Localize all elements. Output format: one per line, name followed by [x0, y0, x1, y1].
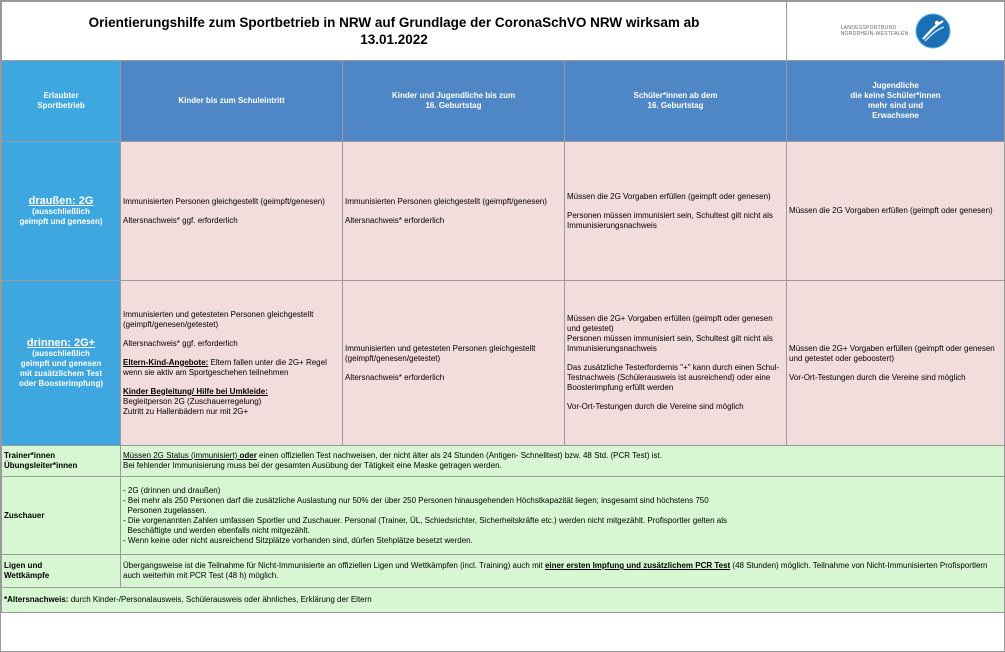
text-block: Vor-Ort-Testungen durch die Vereine sind möglich	[789, 372, 966, 382]
eltern-kind-heading: Eltern-Kind-Angebote:	[123, 357, 209, 367]
text-block: Altersnachweis* ggf. erforderlich	[123, 338, 238, 348]
header-kinder-16: Kinder und Jugendliche bis zum 16. Geburtstag	[343, 61, 565, 142]
row-drinnen	[2, 281, 1005, 446]
text-block: Müssen die 2G+ Vorgaben erfüllen (geimpft oder genesen und getestet oder geboostert)	[789, 343, 995, 363]
title-line-2: 13.01.2022	[360, 32, 428, 47]
logo	[841, 13, 951, 49]
text-block: Immunisierten Personen gleichgestellt (geimpft/genesen)	[345, 196, 547, 206]
text-block: Immunisierten und getesteten Personen gleichgestellt (geimpft/genesen/getestet)	[345, 343, 536, 363]
ligen-text-c: (48 Stunden) möglich. Teilnahme von Nicht-Immunisierten Profisportlern auch weiterhin mit PCR Test (48 h) möglich.	[123, 561, 988, 580]
row-footnote	[2, 588, 1005, 613]
category-drinnen-label: drinnen: 2G+	[26, 337, 96, 349]
cell-drinnen-kinder16	[343, 281, 565, 446]
category-drinnen-sub: (ausschließlich geimpft und genesen mit zusätzlichem Test oder Boosterimpfung)	[19, 349, 103, 388]
trainer-text-oder: oder	[237, 451, 257, 460]
category-drinnen	[2, 281, 121, 446]
text-block: Müssen die 2G Vorgaben erfüllen (geimpft oder genesen)	[567, 191, 771, 201]
text-block: Personen müssen immunisiert sein, Schultest gilt nicht als Immunisierungsnachweis	[567, 210, 773, 230]
title-row	[2, 2, 1005, 61]
cell-draussen-kinder16	[343, 142, 565, 281]
text-block	[123, 561, 1002, 581]
list-item: - Bei mehr als 250 Personen darf die zusätzliche Auslastung nur 50% der über 250 Personen hinausgehenden Höchstkapazität liegen; insgesamt sind höchstens 750 Personen zugelassen.	[123, 495, 709, 515]
text-block: Altersnachweis* erforderlich	[345, 372, 445, 382]
footnote-bold: *Altersnachweis:	[4, 595, 69, 604]
text-block: Müssen die 2G+ Vorgaben erfüllen (geimpft oder genesen und getestet)	[567, 314, 773, 333]
cell-draussen-schueler	[565, 142, 787, 281]
logo-text	[841, 25, 909, 37]
header-row	[2, 61, 1005, 142]
cell-zuschauer	[121, 477, 1005, 555]
list-item: - Wenn keine oder nicht ausreichend Sitzplätze vorhanden sind, dürfen Stehplätze besetzt werden.	[123, 535, 473, 545]
text-block	[123, 358, 340, 378]
sport-guidance-table	[1, 1, 1005, 613]
header-kinder-schuleintritt: Kinder bis zum Schuleintritt	[121, 61, 343, 142]
row-draussen	[2, 142, 1005, 281]
begleitung-heading: Kinder Begleitung/ Hilfe bei Umkleide:	[123, 386, 268, 396]
ligen-text-a: Übergangsweise ist die Teilnahme für Nicht-Immunisierte an offiziellen Ligen und Wettkämpfen (incl. Training) auch mit	[123, 561, 545, 570]
text-block: Begleitperson 2G (Zuschauerregelung)	[123, 396, 262, 406]
cell-drinnen-erwachsene	[787, 281, 1005, 446]
category-draussen-label: draußen: 2G	[28, 195, 94, 207]
page-title	[2, 2, 787, 61]
logo-text-2: NORDRHEIN-WESTFALEN	[840, 31, 909, 37]
header-sportbetrieb: Erlaubter Sportbetrieb	[2, 61, 121, 142]
title-line-1: Orientierungshilfe zum Sportbetrieb in NRW auf Grundlage der CoronaSchVO NRW wirksam ab	[88, 15, 700, 30]
footnote-text: durch Kinder-/Personalausweis, Schülerausweis oder ähnliches, Erklärung der Eltern	[68, 595, 372, 604]
text-block: Müssen die 2G Vorgaben erfüllen (geimpft oder genesen)	[789, 206, 993, 215]
row-trainer	[2, 446, 1005, 477]
text-block	[123, 451, 1002, 461]
cell-ligen	[121, 555, 1005, 588]
text-block: Das zusätzliche Testerfordernis "+" kann durch einen Schul-Testnachweis (Schülerausweis ist ausreichend) oder eine Boosterimpfung erfüllt werden	[567, 363, 780, 392]
trainer-text-a: Müssen 2G Status (immunisiert)	[123, 451, 238, 460]
cell-drinnen-kinder	[121, 281, 343, 446]
text-block: Immunisierten und getesteten Personen gleichgestellt (geimpft/genesen/getestet)	[123, 309, 314, 329]
cell-drinnen-schueler	[565, 281, 787, 446]
text-block: Vor-Ort-Testungen durch die Vereine sind möglich	[567, 402, 744, 411]
list-item: - 2G (drinnen und draußen)	[123, 485, 221, 495]
text-block: Zutritt zu Hallenbädern nur mit 2G+	[123, 406, 249, 416]
list-item: - Die vorgenannten Zahlen umfassen Sportler und Zuschauer. Personal (Trainer, ÜL, Schiedsrichter, Sicherheitskräfte etc.) werden nicht mitgezählt. Profisportler gelten als Beschäftigte und werden ebenfalls nicht mitgezählt.	[123, 515, 727, 535]
lsb-logo-icon	[915, 13, 951, 49]
logo-text-1: LANDESSPORTBUND	[840, 25, 897, 31]
header-schueler-16: Schüler*innen ab dem 16. Geburtstag	[565, 61, 787, 142]
text-block: Altersnachweis* ggf. erforderlich	[123, 215, 238, 225]
logo-cell	[787, 2, 1005, 61]
cell-trainer	[121, 446, 1005, 477]
row-ligen	[2, 555, 1005, 588]
eltern-kind-text: Eltern fallen unter die 2G+ Regel wenn sie aktiv am Sportgeschehen teilnehmen	[123, 357, 327, 377]
footnote	[2, 588, 1005, 613]
text-block: Personen müssen immunisiert sein, Schultest gilt nicht als Immunisierungsnachweis	[567, 334, 773, 353]
category-draussen	[2, 142, 121, 281]
label-trainer: Trainer*innen Übungsleiter*innen	[2, 446, 121, 477]
category-draussen-sub: (ausschließlich geimpft und genesen)	[19, 207, 103, 226]
label-ligen: Ligen und Wettkämpfe	[2, 555, 121, 588]
text-block: Immunisierten Personen gleichgestellt (geimpft/genesen)	[123, 196, 325, 206]
ligen-text-b: einer ersten Impfung und zusätzlichem PCR Test	[544, 561, 731, 570]
row-zuschauer	[2, 477, 1005, 555]
cell-draussen-erwachsene	[787, 142, 1005, 281]
cell-draussen-kinder	[121, 142, 343, 281]
label-zuschauer: Zuschauer	[2, 477, 121, 555]
header-erwachsene: Jugendliche die keine Schüler*innen mehr sind und Erwachsene	[787, 61, 1005, 142]
text-block: Bei fehlender Immunisierung muss bei der gesamten Ausübung der Tätigkeit eine Maske getragen werden.	[123, 461, 502, 470]
text-block: Altersnachweis* erforderlich	[345, 215, 445, 225]
trainer-text-c: einen offiziellen Test nachweisen, der nicht älter als 24 Stunden (Antigen- Schnelltest) bzw. 48 Std. (PCR Test) ist.	[256, 451, 662, 460]
